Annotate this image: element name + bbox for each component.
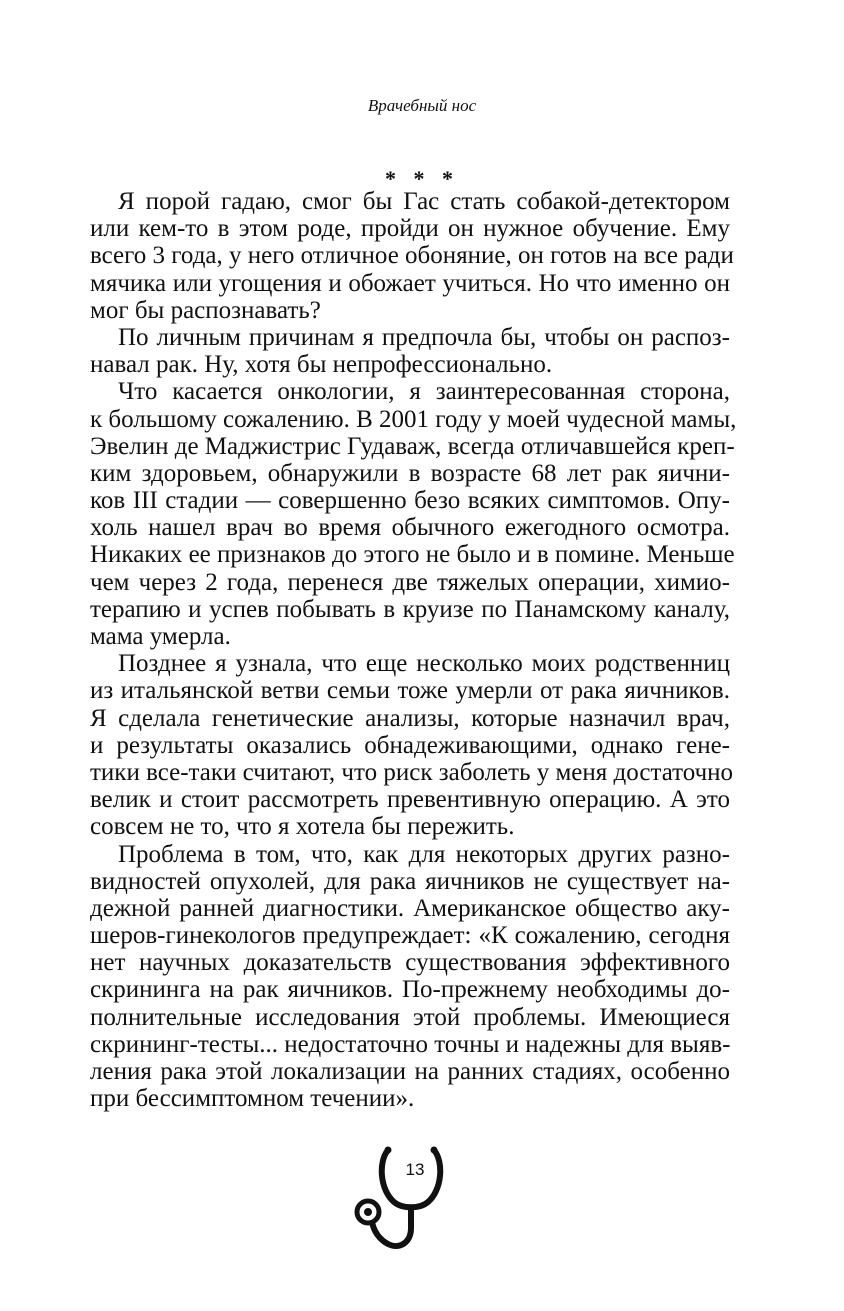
text-line: видностей опухолей, для рака яичников не существует на- <box>90 867 730 895</box>
text-line: терапию и успев побывать в круизе по Панамскому каналу, <box>90 595 730 623</box>
text-line: холь нашел врач во время обычного ежегодного осмотра. <box>90 514 730 542</box>
text-line: тики все-таки считают, что риск заболеть у меня достаточно <box>90 758 734 786</box>
text-line: ления рака этой локализации на ранних стадиях, особенно <box>90 1058 730 1085</box>
text-line: Проблема в том, что, как для некоторых других разно- <box>118 840 730 868</box>
text-line: скрининга на рак яичников. По-прежнему необходимы до- <box>90 976 730 1004</box>
text-line: навал рак. Ну, хотя бы непрофессионально. <box>90 351 553 379</box>
text-line: велик и стоит рассмотреть превентивную операцию. А это <box>90 786 730 814</box>
text-line: Я сделала генетические анализы, которые назначил врач, <box>90 704 730 732</box>
body-text <box>90 188 737 1113</box>
text-line: всего 3 года, у него отличное обоняние, он готов на все ради <box>90 242 734 270</box>
text-line: Никаких ее признаков до этого не было и в помине. Меньше <box>90 541 735 569</box>
section-separator: * * * <box>385 166 459 191</box>
text-line: нет научных доказательств существования эффективного <box>90 949 730 977</box>
text-line: мама умерла. <box>90 623 231 650</box>
text-line: к большому сожалению. В 2001 году у моей чудесной мамы, <box>90 405 737 433</box>
text-line: и результаты оказались обнадеживающими, однако гене- <box>90 731 730 759</box>
text-line: ков III стадии — совершенно безо всяких симптомов. Опу- <box>90 487 730 515</box>
text-line: или кем-то в этом роде, пройди он нужное обучение. Ему <box>90 215 730 243</box>
text-line: из итальянской ветви семьи тоже умерли от рака яичников. <box>90 677 730 705</box>
text-line: Я порой гадаю, смог бы Гас стать собакой-детектором <box>118 188 730 215</box>
text-line: чем через 2 года, перенеся две тяжелых операции, химио- <box>90 568 730 596</box>
page-number: 13 <box>405 1160 425 1179</box>
text-line: полнительные исследования этой проблемы. Имеющиеся <box>90 1003 730 1031</box>
text-line: мог бы распознавать? <box>90 296 321 324</box>
text-line: ким здоровьем, обнаружили в возрасте 68 лет рак яични- <box>90 459 730 487</box>
stethoscope-icon <box>350 1140 450 1255</box>
text-line: дежной ранней диагностики. Американское общество аку- <box>90 894 730 922</box>
text-line: скрининг-тесты... недостаточно точны и надежны для выяв- <box>90 1030 731 1058</box>
text-line: совсем не то, что я хотела бы пережить. <box>90 813 515 841</box>
text-line: Эвелин де Маджистрис Гудаваж, всегда отличавшейся креп- <box>90 432 735 460</box>
running-head: Врачебный нос <box>367 96 477 115</box>
text-line: По личным причинам я предпочла бы, чтобы он распоз- <box>118 323 730 351</box>
text-line: мячика или угощения и обожает учиться. Но что именно он <box>90 269 730 297</box>
text-line: Что касается онкологии, я заинтересованная сторона, <box>118 378 730 406</box>
text-line: шеров-гинекологов предупреждает: «К сожалению, сегодня <box>90 922 730 950</box>
text-line: Позднее я узнала, что еще несколько моих родственниц <box>118 650 730 678</box>
text-line: при бессимптомном течении». <box>90 1085 415 1113</box>
